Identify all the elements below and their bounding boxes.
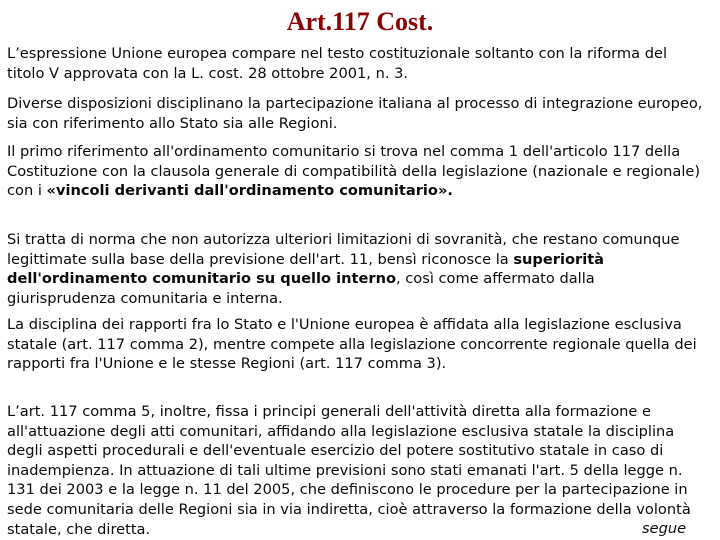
- paragraph-segment: Il primo riferimento all'ordinamento comunitario si trova nel: [7, 143, 450, 160]
- paragraph-segment: L’espressione Unione europea: [7, 45, 228, 62]
- paragraph-segment: riforma del titolo V: [7, 45, 668, 82]
- paragraph-sovranita: [7, 230, 707, 308]
- paragraph-segment: è affidata alla legislazione esclusiva statale (art. 117 comma 2), mentre compete alla: [7, 316, 682, 353]
- paragraph-segment: quella dei rapporti fra l'Unione e le stesse Regioni (art. 117 comma 3).: [7, 335, 697, 373]
- paragraph-rapporti-stato-ue: [7, 315, 707, 374]
- paragraph-segment: Si tratta di norma che non autorizza ulteriori limitazioni di sovranità, che restano comunque legittimate sulla base della previsione: [7, 231, 680, 268]
- paragraph-segment: L’art. 117 comma 5, inoltre, fissa i principi generali dell'attività diretta alla formazione e all'attuazione degli atti comunitari, affidando alla legislazione esclusiva statale la disciplina degli aspetti procedurali e dell'eventuale esercizio del potere sostitutivo statale in caso di inadempienza. In attuazione di tali ultime previsioni sono stati emanati l'art. 5 della legge n. 131 dei 2003 e la legge n. 11 del 2005, che definiscono le procedure per la partecipazione in sede comunitaria delle Regioni sia in via indiretta, cioè attraverso la formazione della volontà statale, che diretta.: [7, 403, 691, 538]
- paragraph-segment: della legislazione (nazionale e regionale) con i: [7, 162, 701, 200]
- paragraph-segment: rapporti fra lo Stato e l'Unione europea: [128, 316, 415, 333]
- slide-title: Art.117 Cost.: [286, 7, 434, 36]
- paragraph-primo-riferimento: [7, 142, 707, 201]
- paragraph-segment: La disciplina dei: [7, 316, 129, 333]
- paragraph-segment: Diverse disposizioni disciplinano la partecipazione italiana al processo di integrazione europeo, sia con riferimento allo Stato sia alle Regioni.: [7, 95, 703, 132]
- paragraph-segment: , così come affermato dalla giurisprudenza comunitaria e interna.: [7, 270, 595, 307]
- paragraph-segment: comma 1 dell'articolo 117 della Costituzione: [7, 143, 681, 180]
- slide-body: [0, 44, 712, 538]
- paragraph-segment-bold: superiorità dell'ordinamento comunitario su quello interno: [7, 250, 605, 288]
- paragraph-segment: clausola generale di compatibilità: [150, 162, 398, 180]
- paragraph-segment: , bensì riconosce la: [368, 250, 514, 268]
- paragraph-segment: dell'art. 11: [289, 250, 369, 268]
- paragraph-unione-europea: [7, 44, 707, 83]
- paragraph-segment: approvata con la L. cost. 28 ottobre 2001, n. 3.: [59, 64, 409, 82]
- paragraph-diverse-disposizioni: [7, 94, 707, 133]
- paragraph-segment: compare nel testo costituzionale soltanto con la: [227, 45, 588, 62]
- paragraph-comma-5: [7, 402, 707, 539]
- paragraph-segment-bold: «vincoli derivanti dall'ordinamento comunitario».: [46, 182, 453, 200]
- segue-label: segue: [642, 520, 687, 537]
- paragraph-segment: con la: [97, 162, 151, 180]
- paragraph-segment: legislazione concorrente regionale: [369, 335, 621, 353]
